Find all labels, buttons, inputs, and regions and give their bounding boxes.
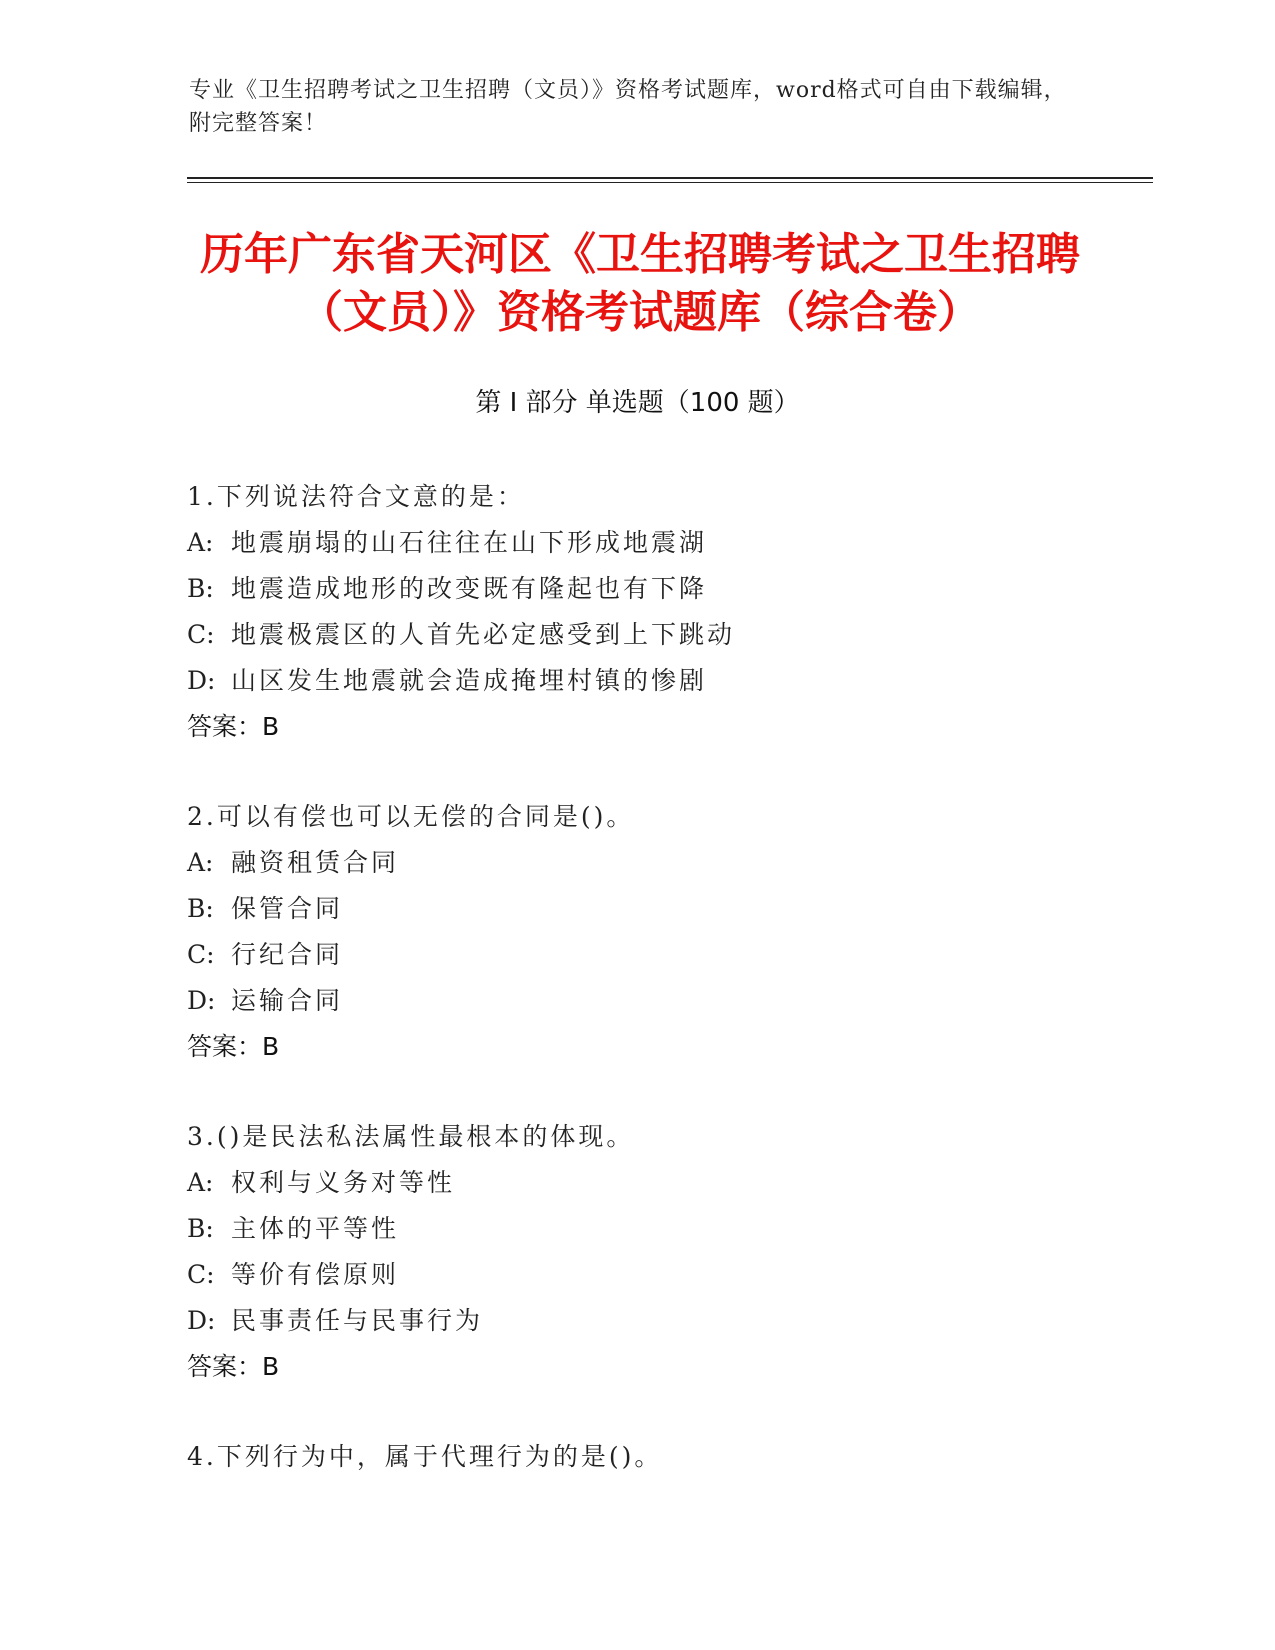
option-text: 地震崩塌的山石往往在山下形成地震湖 — [231, 528, 708, 557]
option-text: 山区发生地震就会造成掩埋村镇的惨剧 — [231, 666, 708, 695]
option-text: 等价有偿原则 — [231, 1260, 400, 1289]
header-note: 专业《卫生招聘考试之卫生招聘（文员）》资格考试题库，word格式可自由下载编辑，附完整答案！ — [189, 78, 1067, 136]
option-label: B: — [187, 894, 214, 923]
option-label: A: — [187, 528, 214, 557]
option-b — [187, 886, 1147, 932]
option-a — [187, 840, 1147, 886]
option-text: 权利与义务对等性 — [231, 1168, 456, 1197]
question-4 — [187, 1434, 1147, 1480]
document-title: 历年广东省天河区《卫生招聘考试之卫生招聘（文员）》资格考试题库（综合卷） — [200, 229, 1080, 338]
option-text: 民事责任与民事行为 — [231, 1306, 484, 1335]
option-d — [187, 1298, 1147, 1344]
option-b — [187, 1206, 1147, 1252]
option-label: C: — [187, 1260, 215, 1289]
question-text: 2.可以有偿也可以无偿的合同是()。 — [187, 802, 635, 831]
option-text: 融资租赁合同 — [231, 848, 400, 877]
header-divider — [187, 177, 1153, 183]
option-label: D: — [187, 666, 216, 695]
option-a — [187, 1160, 1147, 1206]
option-label: D: — [187, 1306, 216, 1335]
question-text: 1.下列说法符合文意的是： — [187, 482, 525, 511]
option-label: D: — [187, 986, 216, 1015]
question-2 — [187, 794, 1147, 1070]
question-list — [187, 474, 1147, 1524]
answer: 答案：B — [187, 1032, 280, 1061]
option-b — [187, 566, 1147, 612]
option-label: B: — [187, 574, 214, 603]
option-c — [187, 1252, 1147, 1298]
option-a — [187, 520, 1147, 566]
option-label: C: — [187, 620, 215, 649]
question-1 — [187, 474, 1147, 750]
question-text: 3.()是民法私法属性最根本的体现。 — [187, 1122, 635, 1151]
option-c — [187, 932, 1147, 978]
option-text: 主体的平等性 — [231, 1214, 400, 1243]
option-text: 地震极震区的人首先必定感受到上下跳动 — [231, 620, 736, 649]
option-text: 保管合同 — [231, 894, 344, 923]
option-d — [187, 978, 1147, 1024]
option-text: 行纪合同 — [231, 940, 344, 969]
option-label: A: — [187, 1168, 214, 1197]
option-label: C: — [187, 940, 215, 969]
question-text: 4.下列行为中，属于代理行为的是()。 — [187, 1442, 663, 1471]
option-label: A: — [187, 848, 214, 877]
header-divider-thin — [187, 182, 1153, 183]
answer: 答案：B — [187, 712, 280, 741]
option-label: B: — [187, 1214, 214, 1243]
option-text: 地震造成地形的改变既有隆起也有下降 — [231, 574, 708, 603]
option-text: 运输合同 — [231, 986, 344, 1015]
section-title: 第 I 部分 单选题（100 题） — [475, 388, 800, 418]
option-c — [187, 612, 1147, 658]
option-d — [187, 658, 1147, 704]
header-divider-thick — [187, 177, 1153, 179]
answer: 答案：B — [187, 1352, 280, 1381]
question-3 — [187, 1114, 1147, 1390]
